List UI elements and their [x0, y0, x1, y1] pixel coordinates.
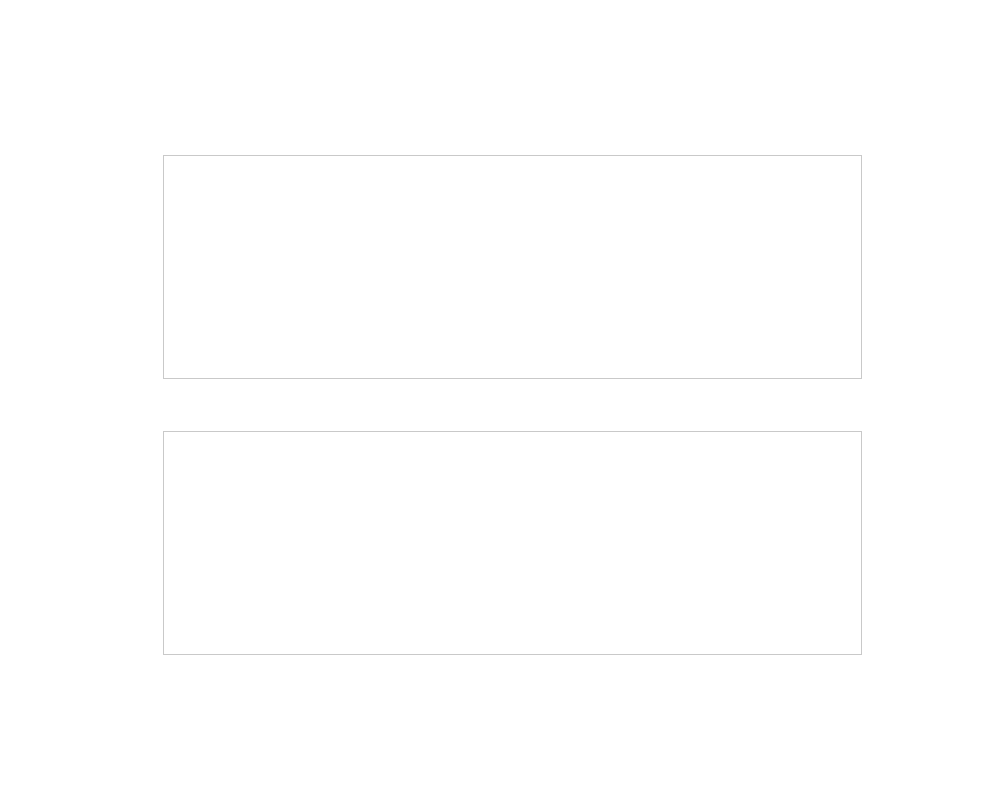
manual-sheet-top — [163, 155, 862, 379]
manual-sheet-bottom — [163, 431, 862, 655]
